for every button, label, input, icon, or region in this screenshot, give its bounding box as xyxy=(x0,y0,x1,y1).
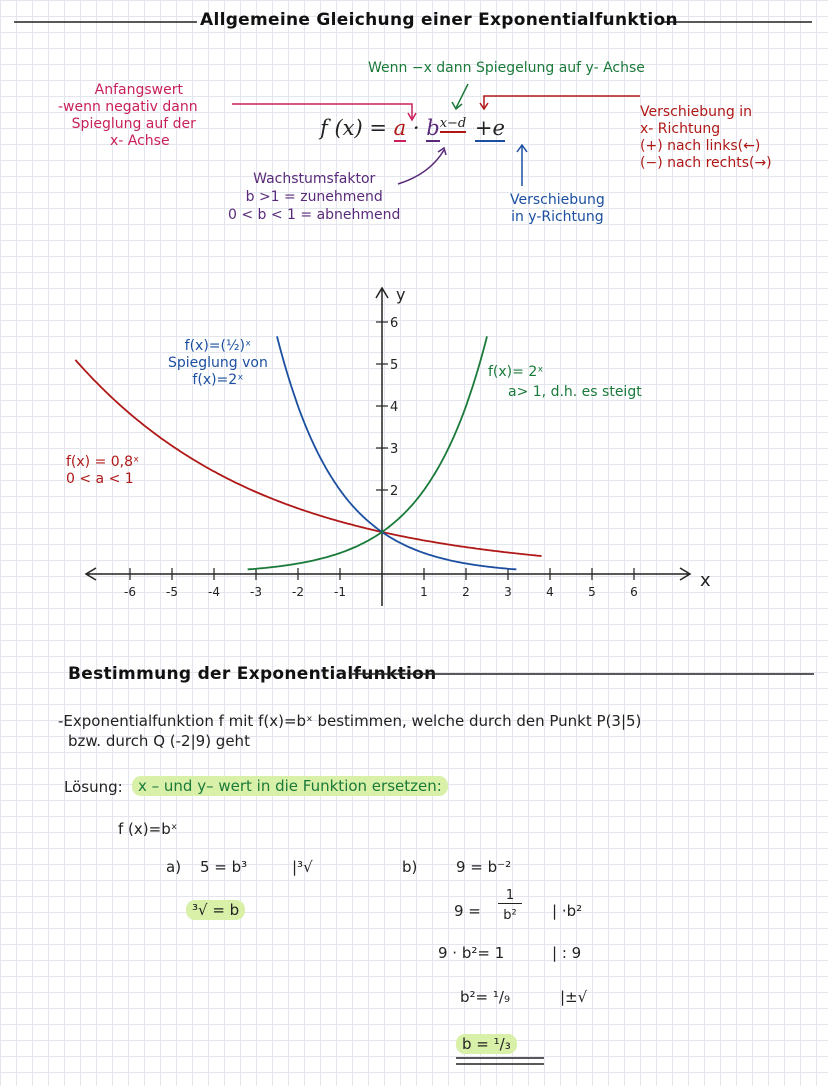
label-f-half: f(x)=(½)ˣ Spieglung von f(x)=2ˣ xyxy=(168,338,268,388)
heading-bestimmung: Bestimmung der Exponentialfunktion xyxy=(68,664,437,684)
part-a-result: ³√ = b xyxy=(186,900,245,920)
solution-label: Lösung: xyxy=(64,778,123,796)
part-b-label: b) xyxy=(402,858,418,876)
task-line-2: bzw. durch Q (-2|9) geht xyxy=(68,732,250,750)
heading-allgemeine-gleichung: Allgemeine Gleichung einer Exponentialfunktion xyxy=(200,10,678,30)
part-b-eq2-num: 1 xyxy=(498,888,522,904)
x-axis-label: x xyxy=(700,570,711,591)
x-tick-label: -6 xyxy=(124,585,136,599)
part-a-label: a) xyxy=(166,858,182,876)
part-b-eq4: b²= ¹/₉ xyxy=(460,988,510,1006)
part-b-eq2-den: b² xyxy=(503,908,517,923)
annotation-spiegelung-y: Wenn −x dann Spiegelung auf y- Achse xyxy=(368,60,645,76)
x-tick-label: -4 xyxy=(208,585,220,599)
x-tick-label: 4 xyxy=(546,585,554,599)
annotation-verschiebung-y: Verschiebung in y-Richtung xyxy=(510,192,605,225)
y-tick-label: 5 xyxy=(390,358,399,373)
annotation-verschiebung-x: Verschiebung in x- Richtung (+) nach links(←) (−) nach rechts(→) xyxy=(640,104,772,171)
x-tick-label: 6 xyxy=(630,585,638,599)
x-tick-label: -1 xyxy=(334,585,346,599)
part-b-eq3: 9 · b²= 1 xyxy=(438,944,505,962)
x-tick-label: 2 xyxy=(462,585,470,599)
x-tick-label: -5 xyxy=(166,585,178,599)
x-tick-label: -3 xyxy=(250,585,262,599)
label-f-08: f(x) = 0,8ˣ 0 < a < 1 xyxy=(66,454,140,487)
part-a-eq1: 5 = b³ xyxy=(200,858,248,876)
part-a-op1: |³√ xyxy=(292,858,313,876)
base-formula: f (x)=bˣ xyxy=(118,820,178,838)
y-tick-label: 6 xyxy=(390,316,399,331)
y-tick-label: 4 xyxy=(390,400,399,415)
annotation-wachstumsfaktor: Wachstumsfaktor b >1 = zunehmend 0 < b < 1 = abnehmend xyxy=(228,171,401,223)
x-tick-label: -2 xyxy=(292,585,304,599)
x-tick-label: 1 xyxy=(420,585,428,599)
part-b-op2: | ·b² xyxy=(552,902,583,920)
task-line-1: -Exponentialfunktion f mit f(x)=bˣ bestimmen, welche durch den Punkt P(3|5) xyxy=(58,712,642,730)
part-b-eq1: 9 = b⁻² xyxy=(456,858,512,876)
y-tick-label: 3 xyxy=(390,442,399,457)
part-b-op4: |±√ xyxy=(560,988,588,1006)
y-axis-label: y xyxy=(396,285,406,304)
part-b-eq2-lhs: 9 = xyxy=(454,902,481,920)
y-tick-label: 2 xyxy=(390,484,399,499)
general-formula: f $(x) = a \cdot b^{x-d} +e$ xyxy=(320,116,505,140)
x-tick-label: 5 xyxy=(588,585,596,599)
part-b-result: b = ¹/₃ xyxy=(456,1034,517,1054)
solution-highlight: x – und y– wert in die Funktion ersetzen: xyxy=(132,776,448,796)
label-f-two: f(x)= 2ˣ a> 1, d.h. es steigt xyxy=(488,364,642,400)
part-b-op3: | : 9 xyxy=(552,944,582,962)
x-tick-label: 3 xyxy=(504,585,512,599)
annotation-anfangswert: Anfangswert -wenn negativ dann Spieglung auf der x- Achse xyxy=(58,82,198,149)
